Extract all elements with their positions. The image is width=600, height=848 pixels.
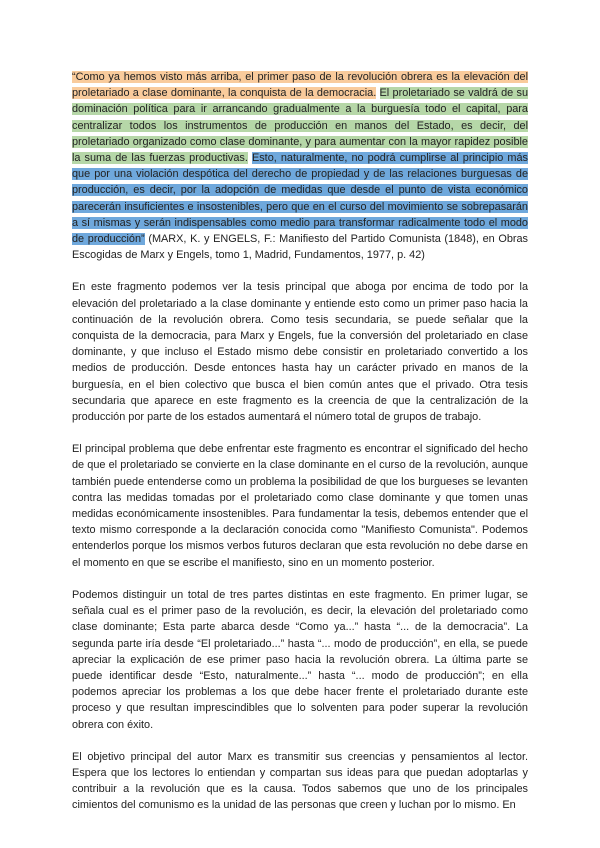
paragraph-problem: El principal problema que debe enfrentar este fragmento es encontrar el significado del hecho de que el proletariado se convierte en la clase dominante en el curso de la revolución, aunque también puede entenderse como un problema la posibilidad de que los burgueses se levanten contra las medidas tomadas por el proletariado como clase dominante y que tomen unas medidas económicamente insostenibles. Para fundamentar la tesis, debemos entender que el texto mismo corresponde a la declaración conocida como "Manifiesto Comunista". Podemos entenderlos porque los mismos verbos futuros declaran que esta revolución no debe darse en el momento en que se escribe el manifiesto, sino en un momento posterior. — [72, 443, 528, 569]
quote-citation: (MARX, K. y ENGELS, F.: Manifiesto del Partido Comunista (1848), en Obras Escogidas de Marx y Engels, tomo 1, Madrid, Fundamentos, 1977, p. 42) — [72, 233, 528, 262]
document-body — [72, 69, 528, 830]
paragraph-objective: El objetivo principal del autor Marx es transmitir sus creencias y pensamientos al lector. Espera que los lectores lo entiendan y compartan sus ideas para que puedan adoptarlas y contribuir a la revolución que es la causa. Todos sabemos que uno de los principales cimientos del comunismo es la unidad de las personas que creen y luchan por lo mismo. En — [72, 750, 528, 812]
paragraph-thesis: En este fragmento podemos ver la tesis principal que aboga por encima de todo por la elevación del proletariado a la clase dominante y entiende esto como un primer paso hacia la continuación de la revolución obrera. Como tesis secundaria, se puede señalar que la conquista de la democracia, para Marx y Engels, fue la conversión del proletariado en clase dominante, y que incluso el Estado mismo debe consistir en proletariado convertido a los medios de producción. Desde entonces hasta hay un carácter privado en manos de la burguesía, en el bien colectivo que busca el bien común antes que el privado. Otra tesis secundaria que aparece en este fragmento es la creencia de que la centralización de la producción por parte de los estados aumentará el número total de grupos de trabajo. — [72, 281, 528, 424]
quote-highlight-green: El proletariado se valdrá de su dominación política para ir arrancando gradualmente a la burguesía todo el capital, para centralizar todos los instrumentos de producción en manos del Estado, es decir, del proletariado organizado como clase dominante, y para aumentar con la mayor rapidez posible la suma de las fuerzas productivas. — [72, 87, 529, 165]
quote-highlight-orange: “Como ya hemos visto más arriba, el primer paso de la revolución obrera es la elevación del proletariado a clase dominante, la conquista de la democracia. — [72, 71, 528, 100]
quote-highlight-blue: Esto, naturalmente, no podrá cumplirse al principio más que por una violación despótica del derecho de propiedad y de las relaciones burguesas de producción, es decir, por la adopción de medidas que desde el punto de vista económico parecerán insuficientes e insostenibles, pero que en el curso del movimiento se sobrepasarán a sí mismas y serán indispensables como medio para transformar radicalmente todo el modo de producción” — [72, 152, 528, 246]
paragraph-structure: Podemos distinguir un total de tres partes distintas en este fragmento. En primer lugar, se señala cual es el primer paso de la revolución, es decir, la elevación del proletariado como clase dominante; Esta parte abarca desde “Como ya...” hasta “... de la democracia”. La segunda parte iría desde “El proletariado...” hasta “... modo de producción”, en ella, se puede apreciar la explicación de ese primer paso hacia la revolución obrera. La última parte se puede identificar desde “Esto, naturalmente...” hasta “... modo de producción”; en ella podemos apreciar los problemas a los que debe hacer frente el proletariado durante este proceso y que resultan imprescindibles que lo solventen para poder superar la revolución obrera con éxito. — [72, 588, 528, 731]
quote-paragraph — [72, 69, 528, 263]
